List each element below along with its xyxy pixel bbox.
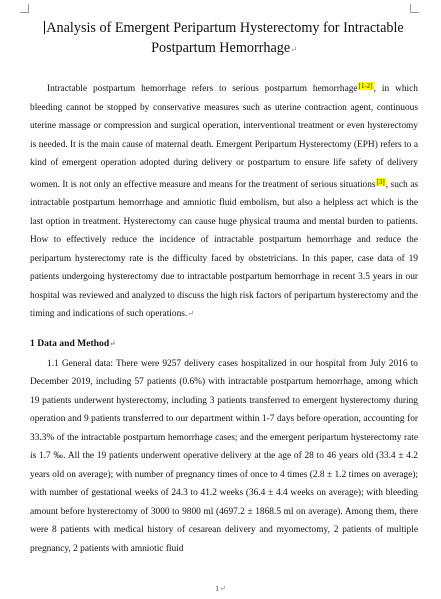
document-page — [30, 18, 418, 558]
section-heading — [30, 335, 418, 353]
intro-text-b: , in which bleeding cannot be stopped by conservative measures such as uterine contraction agent, continuous uterine massage or compression and surgical operation, interventional treatment or even hysterectomy is needed. It is the main cause of maternal death. Emergent Peripartum Hysterectomy (EPH) refers to a kind of emergent operation adopted during delivery or postpartum to ensure life safety of delivery women. It is not only an effective measure and means for the treatment of serious situations — [30, 84, 418, 190]
general-data-paragraph: 1.1 General data: There were 9257 delivery cases hospitalized in our hospital from July 2016 to December 2019, including 57 patients (0.6%) with intractable postpartum hemorrhage, among which 19 patients underwent hysterectomy, including 3 patients transferred to emergent hysterectomy during operation and 9 patients transferred to our department within 1-7 days before operation, accounting for 33.3% of the intractable postpartum hemorrhage cases; and the emergent peripartum hysterectomy rate is 1.7 ‰. All the 19 patients underwent operative delivery at the age of 28 to 46 years old (33.4 ± 4.2 years old on average); with number of pregnancy times of once to 4 times (2.8 ± 1.2 times on average); with number of gestational weeks of 24.3 to 41.2 weeks (36.4 ± 4.4 weeks on average); with bleeding amount before hysterectomy of 3000 to 9800 ml (4697.2 ± 1868.5 ml on average). Among them, there were 8 patients with medical history of cesarean delivery and myomectomy, 2 patients of multiple pregnancy, 2 patients with amniotic fluid — [30, 358, 418, 554]
crop-mark-top-left — [20, 4, 29, 13]
paragraph-mark: ↵ — [219, 584, 226, 593]
citation-2: [3] — [376, 177, 385, 186]
page-footer — [0, 584, 441, 593]
title-line-1: Analysis of Emergent Peripartum Hysterectomy for Intractable — [46, 20, 404, 36]
title-line-2: Postpartum Hemorrhage — [151, 40, 291, 56]
document-title — [30, 18, 418, 60]
paragraph-mark: ↵ — [187, 309, 194, 318]
page-number: 1 — [215, 584, 220, 593]
intro-paragraph — [30, 77, 418, 324]
citation-1: [1-2] — [358, 82, 373, 90]
paragraph-mark: ↵ — [109, 338, 116, 348]
crop-mark-top-right — [410, 4, 419, 13]
intro-text-a: Intractable postpartum hemorrhage refers to serious postpartum hemorrhage — [47, 84, 358, 94]
paragraph-mark: ↵ — [290, 45, 297, 54]
intro-text-c: , such as intractable postpartum hemorrhage and amniotic fluid embolism, but also a helpless act which is the last option in treatment. Hysterectomy can cause huge physical trauma and mental burden to patients. How to effectively reduce the incidence of intractable postpartum hemorrhage and reduce the peripartum hysterectomy rate is the difficulty faced by obstetricians. In this paper, case data of 19 patients undergoing hysterectomy due to intractable postpartum hemorrhage in recent 3.5 years in our hospital was reviewed and analyzed to discuss the high risk factors of peripartum hysterectomy and the timing and indications of such operations. — [30, 179, 419, 319]
section-heading-text: 1 Data and Method — [30, 337, 110, 349]
